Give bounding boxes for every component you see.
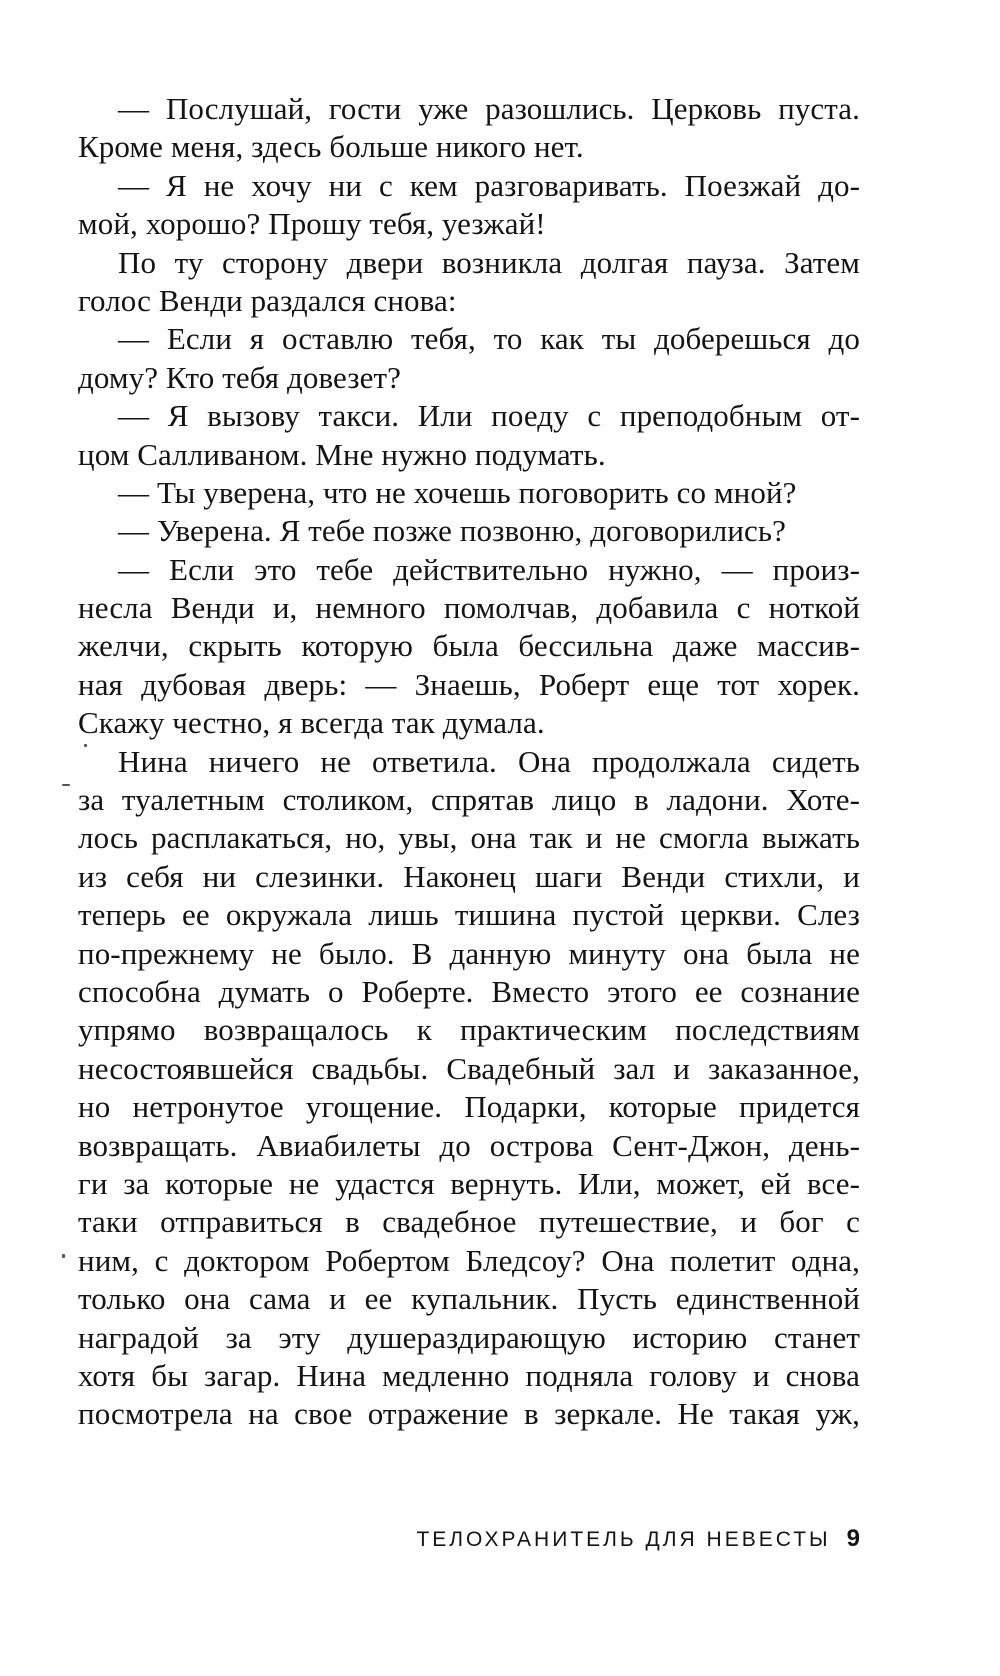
text-line: из себя ни слезинки. Наконец шаги Венди стихли, и	[78, 858, 860, 894]
text-line: мой, хорошо? Прошу тебя, уезжай!	[78, 206, 546, 242]
text-line: Скажу честно, я всегда так думала.	[78, 705, 545, 741]
text-line: только она сама и ее купальник. Пусть единственной	[78, 1281, 860, 1317]
text-line: несостоявшейся свадьбы. Свадебный зал и заказанное,	[78, 1050, 860, 1086]
text-line: — Послушай, гости уже разошлись. Церковь пуста.	[118, 91, 860, 126]
text-line: Нина ничего не ответила. Она продолжала сидеть	[118, 743, 860, 779]
running-footer	[416, 1525, 860, 1553]
text-line: упрямо возвращалось к практическим последствиям	[78, 1012, 860, 1048]
text-line: способна думать о Роберте. Вместо этого ее сознание	[78, 973, 860, 1009]
text-line: цом Салливаном. Мне нужно подумать.	[78, 436, 606, 472]
text-line: возвращать. Авиабилеты до острова Сент-Джон, день-	[78, 1127, 860, 1163]
text-line: таки отправиться в свадебное путешествие, и бог с	[78, 1204, 860, 1240]
text-line: хотя бы загар. Нина медленно подняла голову и снова	[78, 1357, 860, 1393]
text-line: — Я не хочу ни с кем разговаривать. Поезжай до-	[118, 167, 860, 203]
text-line: голос Венди раздался снова:	[78, 282, 457, 318]
text-line: желчи, скрыть которую была бессильна даже массив-	[78, 628, 860, 664]
text-line: Кроме меня, здесь больше никого нет.	[78, 129, 584, 165]
text-line: дому? Кто тебя довезет?	[78, 359, 401, 395]
text-line: ним, с доктором Робертом Бледсоу? Она полетит одна,	[78, 1242, 860, 1278]
text-line: ги за которые не удастся вернуть. Или, может, ей все-	[78, 1165, 860, 1201]
text-line: наградой за эту душераздирающую историю станет	[78, 1319, 860, 1355]
text-line: — Если это тебе действительно нужно, — произ-	[118, 551, 860, 587]
scan-speck	[62, 784, 70, 786]
body-text	[78, 90, 860, 1434]
text-line: теперь ее окружала лишь тишина пустой церкви. Слез	[78, 897, 860, 933]
running-title: ТЕЛОХРАНИТЕЛЬ ДЛЯ НЕВЕСТЫ	[416, 1528, 831, 1551]
text-line: — Ты уверена, что не хочешь поговорить со мной?	[118, 474, 797, 510]
text-line: ная дубовая дверь: — Знаешь, Роберт еще тот хорек.	[78, 666, 860, 702]
text-line: — Я вызову такси. Или поеду с преподобным от-	[118, 398, 860, 434]
text-line: за туалетным столиком, спрятав лицо в ладони. Хоте-	[78, 782, 860, 818]
text-line: посмотрела на свое отражение в зеркале. Не такая уж,	[78, 1396, 860, 1432]
text-line: несла Венди и, немного помолчав, добавила с ноткой	[78, 590, 860, 626]
text-line: — Уверена. Я тебе позже позвоню, договорились?	[118, 513, 786, 549]
page-number: 9	[846, 1525, 860, 1552]
text-line: но нетронутое угощение. Подарки, которые придется	[78, 1089, 860, 1125]
text-line: лось расплакаться, но, увы, она так и не смогла выжать	[78, 820, 860, 856]
text-line: — Если я оставлю тебя, то как ты доберешься до	[118, 321, 860, 357]
text-line: по-прежнему не было. В данную минуту она была не	[78, 935, 860, 971]
scan-speck	[84, 744, 87, 747]
text-line: По ту сторону двери возникла долгая пауза. Затем	[118, 244, 860, 280]
scan-speck	[62, 1254, 65, 1258]
